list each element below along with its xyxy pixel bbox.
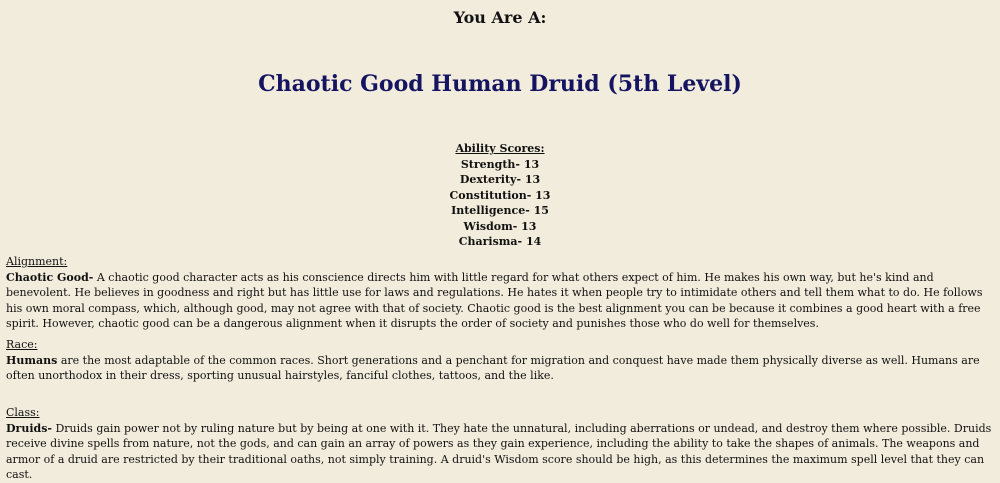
race-label: Race: bbox=[6, 338, 38, 351]
ability-wisdom: Wisdom- 13 bbox=[463, 219, 537, 233]
ability-dexterity: Dexterity- 13 bbox=[459, 173, 541, 186]
result-title: Chaotic Good Human Druid (5th Level) bbox=[258, 71, 742, 97]
class-label: Class: bbox=[6, 406, 40, 419]
alignment-text: A chaotic good character acts as his conscience directs him with little regard for what others expect of him. He makes his own way, but he's kind and benevolent. He believes in goodness and right but has little use for laws and regulations. He hates it when people try to intimidate others and tell them what to do. He follows his own moral compass, which, although good, may not agree with that of society. Chaotic good is the best alignment you can be because it combines a good heart with a free spirit. However, chaotic good can be a dangerous alignment when it disrupts the order of society and punishes those who do well for themselves. bbox=[6, 270, 983, 330]
alignment-term: Chaotic Good- bbox=[6, 270, 94, 284]
race-section bbox=[6, 337, 994, 384]
class-term: Druids- bbox=[6, 421, 52, 435]
race-text: are the most adaptable of the common races. Short generations and a penchant for migration and conquest have made them physically diverse as well. Humans are often unorthodox in their dress, sporting unusual hairstyles, fanciful clothes, tattoos, and the like. bbox=[6, 353, 980, 382]
race-description bbox=[6, 353, 994, 384]
class-text: Druids gain power not by ruling nature but by being at one with it. They hate the unnatural, including aberrations or undead, and destroy them where possible. Druids receive divine spells from nature, not the gods, and can gain an array of powers as they gain experience, including the ability to take the shapes of animals. The weapons and armor of a druid are restricted by their traditional oaths, not simply training. A druid's Wisdom score should be high, as this determines the maximum spell level that they can cast. bbox=[6, 421, 992, 481]
class-section bbox=[6, 405, 994, 483]
ability-strength: Strength- 13 bbox=[460, 157, 540, 171]
ability-scores bbox=[0, 141, 1000, 250]
ability-scores-title: Ability Scores: bbox=[455, 142, 545, 155]
race-term: Humans bbox=[6, 353, 58, 367]
alignment-description bbox=[6, 270, 994, 332]
ability-constitution: Constitution- 13 bbox=[449, 188, 551, 202]
alignment-section bbox=[6, 254, 994, 332]
page-heading: You Are A: bbox=[453, 8, 547, 27]
alignment-label: Alignment: bbox=[6, 255, 68, 268]
class-description bbox=[6, 421, 994, 483]
ability-intelligence: Intelligence- 15 bbox=[451, 204, 549, 217]
ability-charisma: Charisma- 14 bbox=[458, 235, 542, 248]
